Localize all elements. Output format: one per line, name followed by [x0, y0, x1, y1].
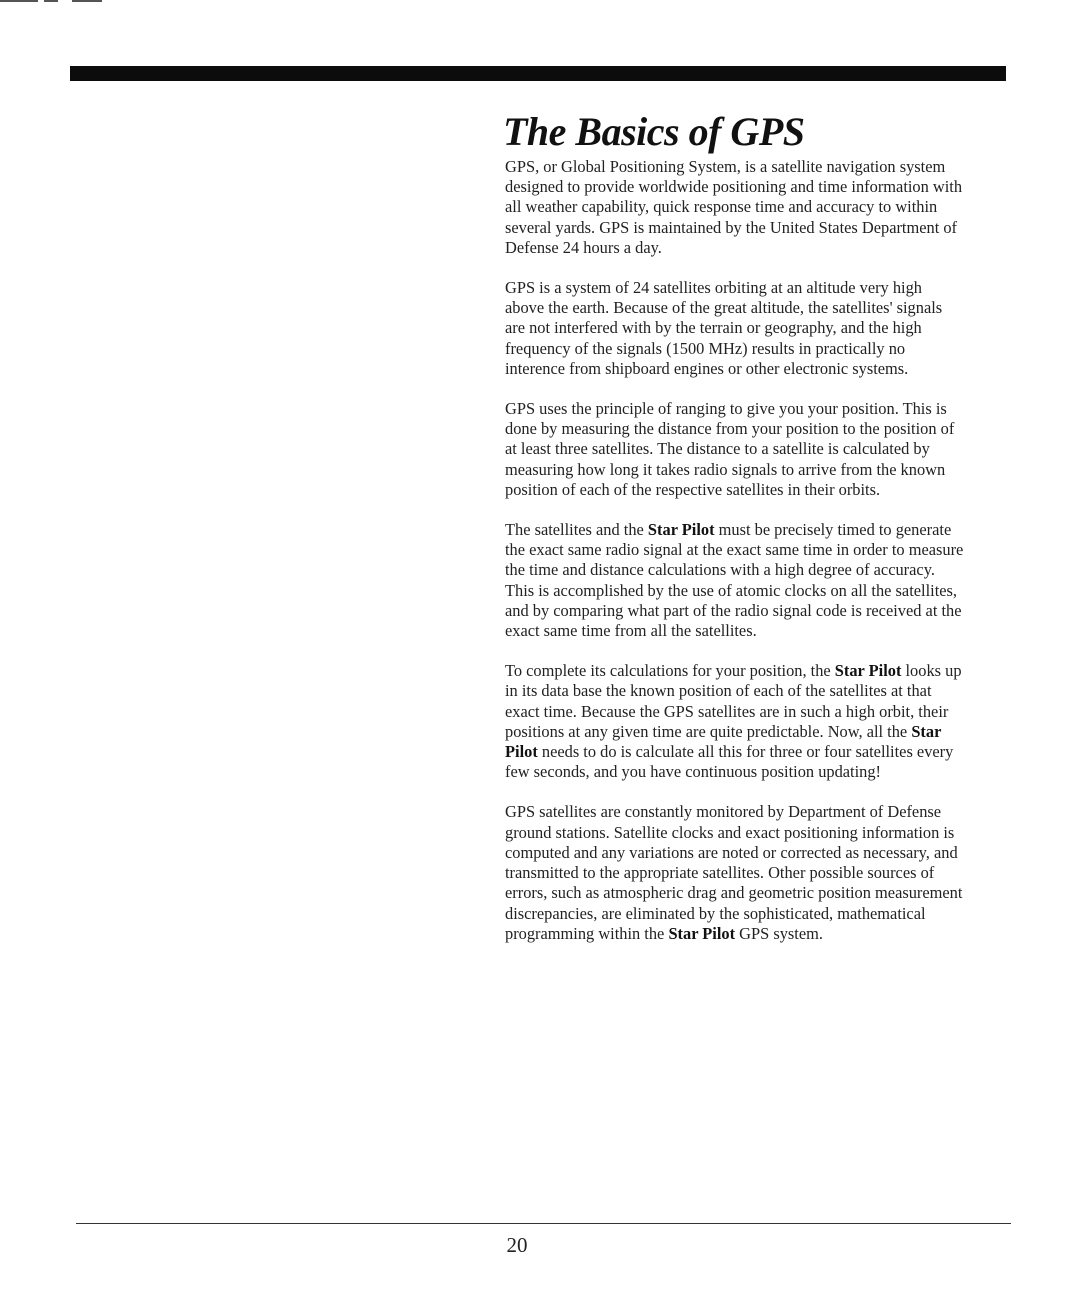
text-segment: measuring how long it takes radio signals to arrive from the known — [505, 459, 946, 479]
text-segment: interence from shipboard engines or other electronic systems. — [505, 358, 909, 378]
paragraph — [505, 278, 1015, 379]
text-line — [505, 823, 1015, 843]
text-line — [505, 742, 1015, 762]
text-line — [505, 238, 1015, 258]
product-name: Star Pilot — [668, 923, 736, 943]
text-segment: must be precisely timed to generate — [714, 520, 952, 540]
text-line — [505, 843, 1015, 863]
text-segment: needs to do is calculate all this for three or four satellites every — [537, 742, 954, 762]
page-title: The Basics of GPS — [503, 109, 805, 154]
text-line — [505, 863, 1015, 883]
text-segment: GPS system. — [735, 923, 823, 943]
text-line — [505, 399, 1015, 419]
text-line — [505, 318, 1015, 338]
text-segment: designed to provide worldwide positioning and time information with — [505, 177, 963, 197]
text-line — [505, 278, 1015, 298]
text-line — [505, 621, 1015, 641]
text-segment: errors, such as atmospheric drag and geometric position measurement — [505, 883, 963, 903]
paragraph — [505, 802, 1015, 943]
body-text — [505, 157, 1015, 964]
text-segment: at least three satellites. The distance to a satellite is calculated by — [505, 439, 930, 459]
text-line — [505, 540, 1015, 560]
text-line — [505, 762, 1015, 782]
text-segment: positions at any given time are quite predictable. Now, all the — [505, 721, 912, 741]
text-line — [505, 520, 1015, 540]
page-number: 20 — [506, 1233, 528, 1257]
text-segment: transmitted to the appropriate satellites. Other possible sources of — [505, 863, 935, 883]
text-segment: discrepancies, are eliminated by the sophisticated, mathematical — [505, 903, 926, 923]
text-segment: the exact same radio signal at the exact same time in order to measure — [505, 540, 964, 560]
text-segment: frequency of the signals (1500 MHz) results in practically no — [505, 338, 906, 358]
text-segment: looks up — [901, 661, 962, 681]
text-segment: GPS satellites are constantly monitored by Department of Defense — [505, 802, 942, 822]
text-segment: all weather capability, quick response time and accuracy to within — [505, 197, 938, 217]
text-segment: The satellites and the — [505, 520, 648, 540]
text-line — [505, 298, 1015, 318]
header-bar — [70, 66, 1006, 81]
paragraph — [505, 520, 1015, 641]
text-segment: This is accomplished by the use of atomic clocks on all the satellites, — [505, 580, 957, 600]
text-segment: several yards. GPS is maintained by the United States Department of — [505, 217, 958, 237]
text-line — [505, 157, 1015, 177]
text-line — [505, 722, 1015, 742]
product-name: Star Pilot — [647, 520, 715, 540]
text-segment: ground stations. Satellite clocks and exact positioning information is — [505, 822, 955, 842]
text-line — [505, 197, 1015, 217]
scan-edge-mark — [44, 0, 58, 2]
text-segment: the time and distance calculations with a high degree of accuracy. — [505, 560, 935, 580]
scan-edge-mark — [0, 0, 38, 2]
product-name: Star — [911, 721, 942, 741]
text-segment: done by measuring the distance from your position to the position of — [505, 419, 955, 439]
text-segment: To complete its calculations for your position, the — [505, 661, 835, 681]
text-segment: exact same time from all the satellites. — [505, 621, 757, 641]
text-line — [505, 581, 1015, 601]
text-line — [505, 802, 1015, 822]
product-name: Pilot — [505, 742, 538, 762]
text-line — [505, 924, 1015, 944]
text-line — [505, 218, 1015, 238]
paragraph — [505, 399, 1015, 500]
text-segment: exact time. Because the GPS satellites are in such a high orbit, their — [505, 701, 949, 721]
text-segment: few seconds, and you have continuous position updating! — [505, 762, 882, 782]
text-line — [505, 480, 1015, 500]
text-line — [505, 661, 1015, 681]
paragraph — [505, 661, 1015, 782]
text-line — [505, 339, 1015, 359]
text-segment: Defense 24 hours a day. — [505, 237, 662, 257]
text-segment: position of each of the respective satellites in their orbits. — [505, 479, 881, 499]
text-line — [505, 419, 1015, 439]
text-line — [505, 883, 1015, 903]
text-segment: programming within the — [505, 923, 669, 943]
footer-rule — [76, 1223, 1011, 1224]
product-name: Star Pilot — [834, 661, 902, 681]
text-segment: are not interfered with by the terrain or geography, and the high — [505, 318, 922, 338]
paragraph — [505, 157, 1015, 258]
text-segment: GPS, or Global Positioning System, is a satellite navigation system — [505, 157, 946, 176]
text-line — [505, 904, 1015, 924]
text-segment: above the earth. Because of the great altitude, the satellites' signals — [505, 298, 943, 318]
text-line — [505, 177, 1015, 197]
text-segment: computed and any variations are noted or corrected as necessary, and — [505, 842, 958, 862]
text-line — [505, 702, 1015, 722]
text-line — [505, 681, 1015, 701]
text-line — [505, 601, 1015, 621]
text-segment: GPS is a system of 24 satellites orbiting at an altitude very high — [505, 278, 922, 298]
text-line — [505, 439, 1015, 459]
scan-edge-mark — [72, 0, 102, 2]
text-line — [505, 460, 1015, 480]
text-segment: GPS uses the principle of ranging to give you your position. This is — [505, 399, 947, 419]
text-line — [505, 359, 1015, 379]
text-segment: and by comparing what part of the radio signal code is received at the — [505, 600, 962, 620]
text-segment: in its data base the known position of each of the satellites at that — [505, 681, 932, 701]
text-line — [505, 560, 1015, 580]
